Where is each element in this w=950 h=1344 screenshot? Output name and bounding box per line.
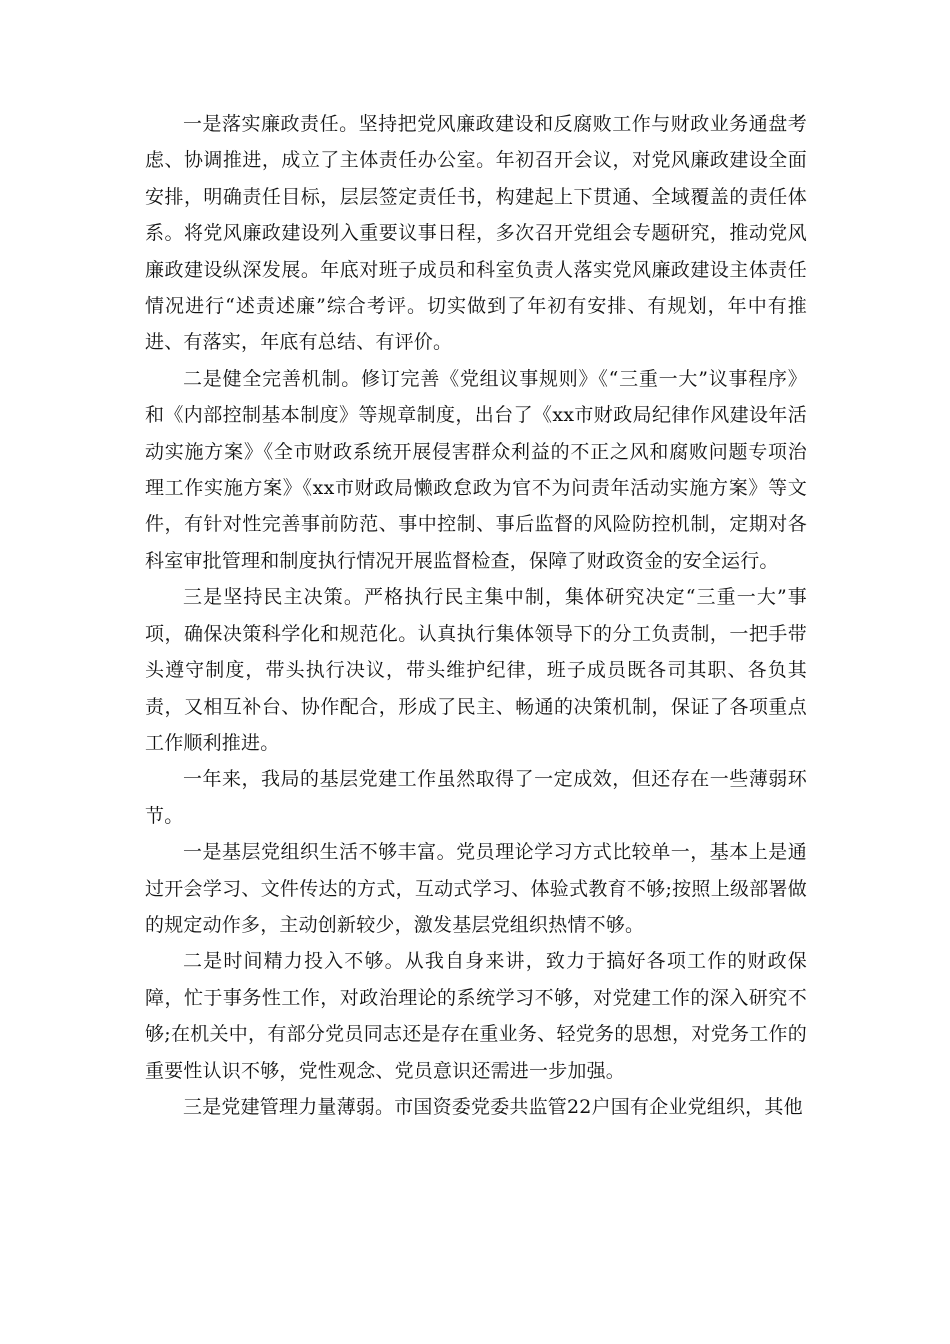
document-body bbox=[145, 106, 807, 1125]
paragraph-democratic-decision: 三是坚持民主决策。严格执行民主集中制，集体研究决定“三重一大”事项，确保决策科学化和规范化。认真执行集体领导下的分工负责制，一把手带头遵守制度，带头执行决议，带头维护纪律，班子成员既各司其职、各负其责，又相互补台、协作配合，形成了民主、畅通的决策机制，保证了各项重点工作顺利推进。 bbox=[145, 586, 807, 754]
paragraph-management-strength: 三是党建管理力量薄弱。市国资委党委共监管22户国有企业党组织，其他 bbox=[183, 1095, 803, 1118]
paragraph-weakness-intro: 一年来，我局的基层党建工作虽然取得了一定成效，但还存在一些薄弱环节。 bbox=[145, 768, 807, 827]
paragraph-mechanism: 二是健全完善机制。修订完善《党组议事规则》《“三重一大”议事程序》和《内部控制基本制度》等规章制度，出台了《xx市财政局纪律作风建设年活动实施方案》《全市财政系统开展侵害群众利益的不正之风和腐败问题专项治理工作实施方案》《xx市财政局懒政怠政为官不为问责年活动实施方案》等文件，有针对性完善事前防范、事中控制、事后监督的风险防控机制，定期对各科室审批管理和制度执行情况开展监督检查，保障了财政资金的安全运行。 bbox=[145, 367, 807, 572]
paragraph-time-energy: 二是时间精力投入不够。从我自身来讲，致力于搞好各项工作的财政保障，忙于事务性工作，对政治理论的系统学习不够，对党建工作的深入研究不够;在机关中，有部分党员同志还是存在重业务、轻党务的思想，对党务工作的重要性认识不够，党性观念、党员意识还需进一步加强。 bbox=[145, 950, 807, 1082]
paragraph-responsibility: 一是落实廉政责任。坚持把党风廉政建设和反腐败工作与财政业务通盘考虑、协调推进，成立了主体责任办公室。年初召开会议，对党风廉政建设全面安排，明确责任目标，层层签定责任书，构建起上下贯通、全域覆盖的责任体系。将党风廉政建设列入重要议事日程，多次召开党组会专题研究，推动党风廉政建设纵深发展。年底对班子成员和科室负责人落实党风廉政建设主体责任情况进行“述责述廉”综合考评。切实做到了年初有安排、有规划，年中有推进、有落实，年底有总结、有评价。 bbox=[145, 113, 807, 354]
paragraph-organization-life: 一是基层党组织生活不够丰富。党员理论学习方式比较单一，基本上是通过开会学习、文件传达的方式，互动式学习、体验式教育不够;按照上级部署做的规定动作多，主动创新较少，激发基层党组织热情不够。 bbox=[145, 841, 807, 936]
